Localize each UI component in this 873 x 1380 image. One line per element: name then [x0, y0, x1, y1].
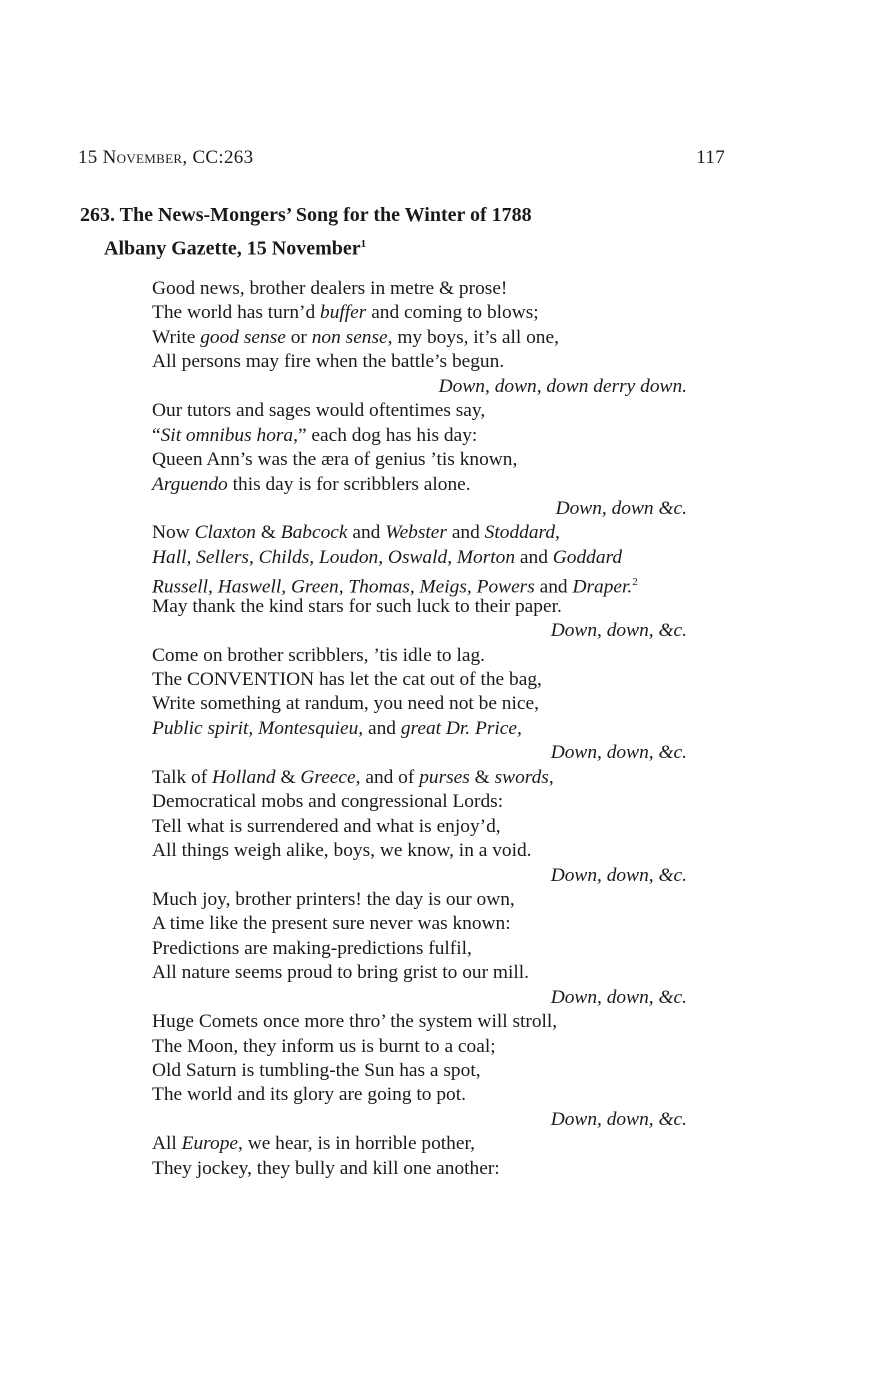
verse-line: The Moon, they inform us is burnt to a coal; — [152, 1035, 496, 1057]
verse-line: Write good sense or non sense, my boys, it’s all one, — [152, 326, 559, 348]
verse-line: Old Saturn is tumbling-the Sun has a spot, — [152, 1060, 481, 1081]
document-source: Albany Gazette, 15 November$^1$ — [104, 237, 367, 260]
verse-line: May thank the kind stars for such luck to their paper. — [152, 595, 562, 617]
verse-line: Good news, brother dealers in metre & prose! — [152, 278, 508, 299]
verse-line: Tell what is surrendered and what is enjoy’d, — [152, 815, 501, 837]
verse-line: Our tutors and sages would oftentimes say, — [152, 400, 486, 422]
refrain: Down, down, &c. — [550, 1108, 687, 1130]
verse-line: Come on brother scribblers, ’tis idle to lag. — [152, 644, 485, 666]
verse-line: All persons may fire when the battle’s begun. — [152, 351, 505, 373]
verse-line: Talk of Holland & Greece, and of purses & swords, — [152, 766, 554, 788]
running-head-left: 15 November, CC:263 — [78, 147, 254, 168]
poem — [152, 277, 687, 1181]
verse-line: They jockey, they bully and kill one another: — [152, 1157, 500, 1179]
refrain: Down, down, &c. — [550, 986, 687, 1008]
footnote-marker: 2 — [632, 576, 638, 589]
verse-line: Now Claxton & Babcock and Webster and Stoddard, — [152, 522, 560, 544]
verse-line: The CONVENTION has let the cat out of the bag, — [152, 669, 542, 690]
verse-line: Write something at randum, you need not be nice, — [152, 693, 539, 715]
verse-line: Queen Ann’s was the æra of genius ’tis known, — [152, 449, 518, 471]
verse-line: Hall, Sellers, Childs, Loudon, Oswald, Morton and Goddard — [152, 546, 623, 568]
refrain: Down, down, &c. — [550, 620, 687, 642]
document-title: 263. The News-Mongers’ Song for the Winter of 1788 — [80, 204, 532, 226]
verse-line: “Sit omnibus hora,” each dog has his day: — [152, 424, 478, 446]
verse-line: All Europe, we hear, is in horrible pother, — [152, 1133, 476, 1155]
verse-line: Huge Comets once more thro’ the system will stroll, — [152, 1011, 558, 1033]
footnote-marker: 1 — [360, 238, 367, 250]
document-heading — [80, 201, 532, 264]
verse-line: Russell, Haswell, Green, Thomas, Meigs, Powers and Draper.$^2$ — [152, 576, 638, 598]
page-number: 117 — [696, 147, 725, 168]
verse-line: Democratical mobs and congressional Lords: — [152, 791, 504, 813]
refrain: Down, down, &c. — [550, 864, 687, 886]
verse-line: The world has turn’d buffer and coming to blows; — [152, 302, 539, 324]
verse-line: Arguendo this day is for scribblers alone. — [152, 473, 471, 495]
verse-line: Predictions are making-predictions fulfil, — [152, 937, 472, 959]
verse-line: All nature seems proud to bring grist to our mill. — [152, 962, 529, 984]
refrain: Down, down &c. — [555, 497, 687, 519]
refrain: Down, down, down derry down. — [438, 375, 687, 397]
verse-line: Much joy, brother printers! the day is our own, — [152, 888, 515, 910]
verse-line: A time like the present sure never was known: — [152, 913, 511, 935]
verse-line: The world and its glory are going to pot. — [152, 1084, 466, 1106]
verse-line: Public spirit, Montesquieu, and great Dr. Price, — [152, 717, 522, 739]
refrain: Down, down, &c. — [550, 742, 687, 764]
verse-line: All things weigh alike, boys, we know, in a void. — [152, 840, 532, 862]
